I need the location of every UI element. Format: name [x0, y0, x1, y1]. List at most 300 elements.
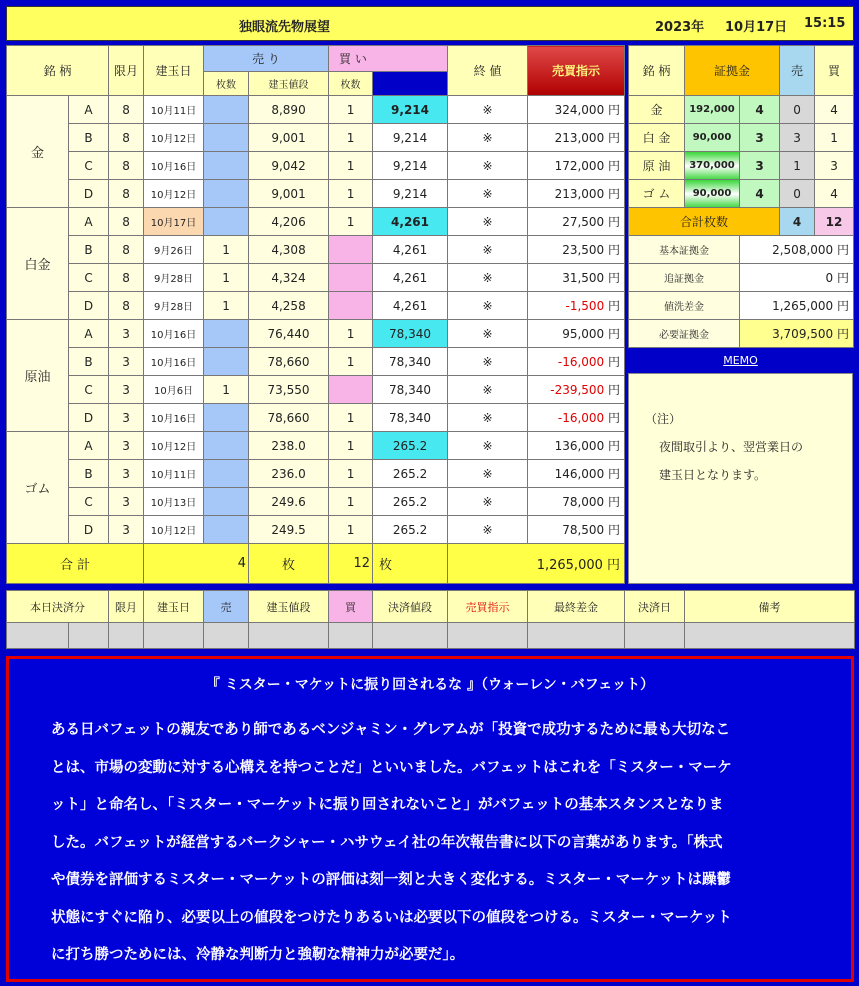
diff-value: -1,500 [565, 299, 605, 313]
month: 8 [109, 292, 144, 320]
settle-cell[interactable] [7, 623, 69, 649]
entry-date: 10月16日 [144, 404, 204, 432]
header-gengetsu: 限月 [109, 46, 144, 96]
instruction-mark: ※ [448, 208, 528, 236]
summary-label: 基本証拠金 [629, 236, 740, 264]
positions-table [6, 45, 625, 584]
entry-price: 4,206 [249, 208, 329, 236]
instruction-mark: ※ [448, 376, 528, 404]
instruction-mark: ※ [448, 264, 528, 292]
settle-cell[interactable] [329, 623, 373, 649]
diff-value: 213,000 [554, 131, 605, 145]
side-count: 4 [740, 96, 780, 124]
diff-cell [528, 348, 625, 376]
side-count: 3 [740, 124, 780, 152]
settle-cell[interactable] [204, 623, 249, 649]
table-row [7, 460, 625, 488]
side-count: 4 [740, 180, 780, 208]
header-sell: 売 り [204, 46, 329, 72]
row-label: C [69, 376, 109, 404]
summary-value: 1,265,000 [772, 299, 834, 313]
sell-count[interactable] [204, 96, 249, 124]
settle-cell[interactable] [373, 623, 448, 649]
instruction-mark: ※ [448, 152, 528, 180]
quote-line: した。バフェットが経営するバークシャー・ハサウェイ社の年次報告書に以下の言葉があります。「株式 [51, 834, 723, 851]
settlement-header-row [7, 591, 855, 623]
buy-count[interactable] [329, 264, 373, 292]
quote-body [51, 712, 813, 975]
instruction-mark: ※ [448, 292, 528, 320]
yen-unit: 円 [608, 159, 621, 173]
settle-cell[interactable] [249, 623, 329, 649]
summary-label: 値洗差金 [629, 292, 740, 320]
settle-cell[interactable] [144, 623, 204, 649]
diff-cell [528, 432, 625, 460]
sell-count[interactable]: 1 [204, 264, 249, 292]
diff-value: 78,000 [562, 495, 605, 509]
entry-price: 8,890 [249, 96, 329, 124]
table-row [7, 152, 625, 180]
month: 8 [109, 264, 144, 292]
instruction-mark: ※ [448, 236, 528, 264]
entry-price: 9,042 [249, 152, 329, 180]
close-price: 265.2 [373, 516, 448, 544]
buy-count[interactable]: 1 [329, 488, 373, 516]
entry-price: 238.0 [249, 432, 329, 460]
side-name: 原 油 [629, 152, 685, 180]
month: 8 [109, 124, 144, 152]
diff-cell [528, 124, 625, 152]
entry-date: 10月11日 [144, 460, 204, 488]
entry-price: 236.0 [249, 460, 329, 488]
close-price: 265.2 [373, 488, 448, 516]
header-year: 2023年 [655, 20, 705, 35]
yen-unit: 円 [608, 411, 621, 425]
total-diff-cell [448, 544, 625, 584]
yen-unit: 円 [608, 523, 621, 537]
sell-count[interactable] [204, 320, 249, 348]
table-row [7, 488, 625, 516]
header-entry-price: 建玉値段 [249, 72, 329, 96]
sell-count[interactable] [204, 488, 249, 516]
close-price: 9,214 [373, 96, 448, 124]
total-label: 合 計 [7, 544, 144, 584]
entry-date: 10月12日 [144, 180, 204, 208]
table-row [7, 180, 625, 208]
entry-date: 10月6日 [144, 376, 204, 404]
row-label: D [69, 516, 109, 544]
row-label: C [69, 152, 109, 180]
yen-unit: 円 [608, 131, 621, 145]
diff-cell [528, 292, 625, 320]
yen-unit: 円 [608, 495, 621, 509]
side-margin: 90,000 [685, 124, 740, 152]
side-sell: 1 [780, 152, 815, 180]
header-sell-count: 枚数 [204, 72, 249, 96]
instruction-mark: ※ [448, 516, 528, 544]
row-label: C [69, 488, 109, 516]
settle-header-sell: 売 [204, 591, 249, 623]
yen-unit: 円 [837, 243, 850, 257]
total-diff: 1,265,000 [536, 558, 603, 573]
close-price: 4,261 [373, 236, 448, 264]
month: 3 [109, 460, 144, 488]
buy-count[interactable]: 1 [329, 432, 373, 460]
diff-value: 78,500 [562, 523, 605, 537]
close-price: 78,340 [373, 376, 448, 404]
row-label: A [69, 432, 109, 460]
entry-price: 4,258 [249, 292, 329, 320]
settle-cell[interactable] [109, 623, 144, 649]
month: 8 [109, 236, 144, 264]
buy-count[interactable]: 1 [329, 404, 373, 432]
close-price: 4,261 [373, 292, 448, 320]
entry-price: 73,550 [249, 376, 329, 404]
header-tategyokubi: 建玉日 [144, 46, 204, 96]
total-buy-unit: 枚 [373, 544, 448, 584]
diff-value: 23,500 [562, 243, 605, 257]
side-row [629, 180, 854, 208]
side-name: ゴ ム [629, 180, 685, 208]
buy-count[interactable]: 1 [329, 96, 373, 124]
diff-value: -16,000 [557, 355, 605, 369]
quote-line: ある日バフェットの親友であり師であるベンジャミン・グレアムが「投資で成功するために最も大切なこ [51, 722, 731, 738]
yen-unit: 円 [608, 467, 621, 481]
side-buy: 4 [815, 96, 854, 124]
buy-count[interactable] [329, 376, 373, 404]
month: 8 [109, 208, 144, 236]
row-label: D [69, 404, 109, 432]
side-sell: 0 [780, 180, 815, 208]
quote-line: 状態にすぐに陥り、必要以上の値段をつけたりあるいは必要以下の値段をつける。ミスター・マーケット [51, 909, 732, 926]
table-row [7, 376, 625, 404]
buy-count[interactable] [329, 236, 373, 264]
sell-count[interactable] [204, 460, 249, 488]
table-row [7, 264, 625, 292]
side-margin: 192,000 [685, 96, 740, 124]
diff-value: -239,500 [550, 383, 605, 397]
diff-cell [528, 460, 625, 488]
sell-count[interactable]: 1 [204, 292, 249, 320]
month: 3 [109, 376, 144, 404]
instruction-mark: ※ [448, 404, 528, 432]
side-count: 3 [740, 152, 780, 180]
entry-price: 78,660 [249, 348, 329, 376]
entry-date: 9月26日 [144, 236, 204, 264]
group-label: 金 [7, 96, 69, 208]
buy-count[interactable]: 1 [329, 152, 373, 180]
entry-date: 10月16日 [144, 348, 204, 376]
month: 3 [109, 488, 144, 516]
close-price: 78,340 [373, 320, 448, 348]
month: 8 [109, 96, 144, 124]
margin-summary-table [628, 45, 854, 348]
summary-value-cell [740, 320, 854, 348]
diff-cell [528, 208, 625, 236]
settle-cell[interactable] [528, 623, 625, 649]
sell-count[interactable]: 1 [204, 236, 249, 264]
instruction-mark: ※ [448, 348, 528, 376]
row-label: C [69, 264, 109, 292]
side-total-row [629, 208, 854, 236]
settle-header-today: 本日決済分 [7, 591, 109, 623]
entry-price: 4,308 [249, 236, 329, 264]
header-time: 15:15 [804, 16, 846, 31]
yen-unit: 円 [608, 327, 621, 341]
sell-count[interactable]: 1 [204, 376, 249, 404]
diff-cell [528, 264, 625, 292]
table-row [7, 124, 625, 152]
trade-instruction-button[interactable]: 売買指示 [528, 46, 625, 96]
diff-value: 324,000 [554, 103, 605, 117]
settle-header-final-diff: 最終差金 [528, 591, 625, 623]
memo-link[interactable]: MEMO [628, 348, 853, 373]
header-date: 10月17日 [725, 20, 788, 35]
side-header-buy: 買 [815, 46, 854, 96]
header-buy-count: 枚数 [329, 72, 373, 96]
table-row [7, 516, 625, 544]
diff-cell [528, 404, 625, 432]
table-row [7, 236, 625, 264]
settle-header-settle-date: 決済日 [625, 591, 685, 623]
quote-line: や債券を評価するミスター・マーケットの評価は刻一刻と大きく変化する。ミスター・マーケットは躁鬱 [51, 872, 732, 888]
side-buy: 3 [815, 152, 854, 180]
settle-cell[interactable] [448, 623, 528, 649]
side-total-sell: 4 [780, 208, 815, 236]
sell-count[interactable] [204, 124, 249, 152]
summary-row [629, 236, 854, 264]
yen-unit: 円 [608, 383, 621, 397]
close-price: 78,340 [373, 348, 448, 376]
instruction-mark: ※ [448, 432, 528, 460]
summary-value: 2,508,000 [772, 243, 834, 257]
yen-unit: 円 [837, 327, 850, 341]
row-label: D [69, 180, 109, 208]
close-price: 9,214 [373, 124, 448, 152]
settle-header-entry-date: 建玉日 [144, 591, 204, 623]
instruction-mark: ※ [448, 488, 528, 516]
memo-box [628, 373, 853, 584]
yen-unit: 円 [837, 271, 850, 285]
diff-cell [528, 516, 625, 544]
row-label: B [69, 124, 109, 152]
group-label: ゴム [7, 432, 69, 544]
side-row [629, 124, 854, 152]
side-row [629, 96, 854, 124]
entry-date: 10月16日 [144, 320, 204, 348]
yen-unit: 円 [608, 187, 621, 201]
entry-price: 9,001 [249, 180, 329, 208]
buy-count[interactable]: 1 [329, 460, 373, 488]
sell-count[interactable] [204, 208, 249, 236]
sell-count[interactable] [204, 432, 249, 460]
diff-value: 95,000 [562, 327, 605, 341]
table-row [7, 404, 625, 432]
yen-unit: 円 [608, 243, 621, 257]
entry-date: 10月17日 [144, 208, 204, 236]
side-margin: 370,000 [685, 152, 740, 180]
entry-date: 10月12日 [144, 432, 204, 460]
row-label: B [69, 348, 109, 376]
close-price: 265.2 [373, 432, 448, 460]
app-title: 独眼流先物展望 [239, 20, 331, 35]
diff-value: 27,500 [562, 215, 605, 229]
table-row [7, 432, 625, 460]
quote-line: とは、市場の変動に対する心構えを持つことだ」といいました。バフェットはこれを「ミスター・マーケ [51, 759, 732, 776]
total-sell-count: 4 [144, 544, 249, 584]
diff-cell [528, 320, 625, 348]
diff-cell [528, 236, 625, 264]
diff-value: 146,000 [554, 467, 605, 481]
close-price: 4,261 [373, 208, 448, 236]
yen-unit: 円 [608, 215, 621, 229]
entry-price: 4,324 [249, 264, 329, 292]
header-buy: 買 い [329, 46, 448, 72]
yen-unit: 円 [608, 439, 621, 453]
settle-header-entry-price: 建玉値段 [249, 591, 329, 623]
settle-header-buy: 買 [329, 591, 373, 623]
entry-price: 249.5 [249, 516, 329, 544]
quote-line: に打ち勝つためには、冷静な判断力と強靭な精神力が必要だ」。 [51, 947, 465, 963]
side-buy: 4 [815, 180, 854, 208]
settle-cell[interactable] [69, 623, 109, 649]
yen-unit: 円 [608, 271, 621, 285]
side-margin: 90,000 [685, 180, 740, 208]
total-sell-unit: 枚 [249, 544, 329, 584]
table-row [7, 208, 625, 236]
entry-price: 9,001 [249, 124, 329, 152]
sell-count[interactable] [204, 348, 249, 376]
summary-row [629, 292, 854, 320]
summary-value: 0 [825, 271, 834, 285]
side-header-sell: 売 [780, 46, 815, 96]
month: 3 [109, 404, 144, 432]
yen-unit: 円 [608, 103, 621, 117]
side-total-buy: 12 [815, 208, 854, 236]
settle-cell[interactable] [625, 623, 685, 649]
row-label: D [69, 292, 109, 320]
header-meigara: 銘 柄 [7, 46, 109, 96]
sell-count[interactable] [204, 516, 249, 544]
summary-row [629, 264, 854, 292]
instruction-mark: ※ [448, 124, 528, 152]
buy-count[interactable]: 1 [329, 208, 373, 236]
side-buy: 1 [815, 124, 854, 152]
month: 8 [109, 152, 144, 180]
table-row [7, 292, 625, 320]
title-bar [6, 6, 854, 41]
settle-header-instruction: 売買指示 [448, 591, 528, 623]
side-header-meigara: 銘 柄 [629, 46, 685, 96]
instruction-mark: ※ [448, 96, 528, 124]
summary-value-cell [740, 292, 854, 320]
diff-value: -16,000 [557, 411, 605, 425]
buy-count[interactable]: 1 [329, 320, 373, 348]
summary-row [629, 320, 854, 348]
diff-value: 31,500 [562, 271, 605, 285]
quote-title: 『 ミスター・マケットに振り回されるな 』（ウォーレン・バフェット） [205, 677, 655, 693]
diff-cell [528, 488, 625, 516]
entry-price: 78,660 [249, 404, 329, 432]
row-label: B [69, 460, 109, 488]
memo-line: 夜間取引より、翌営業日の [659, 440, 804, 454]
diff-cell [528, 152, 625, 180]
summary-label: 必要証拠金 [629, 320, 740, 348]
yen-unit: 円 [608, 299, 621, 313]
diff-value: 213,000 [554, 187, 605, 201]
total-row [7, 544, 625, 584]
sell-count[interactable] [204, 152, 249, 180]
memo-line: （注） [645, 412, 682, 426]
yen-unit: 円 [837, 299, 850, 313]
diff-value: 172,000 [554, 159, 605, 173]
side-row [629, 152, 854, 180]
settle-cell[interactable] [685, 623, 855, 649]
entry-date: 9月28日 [144, 292, 204, 320]
table-row [7, 320, 625, 348]
month: 3 [109, 516, 144, 544]
settlement-empty-row [7, 623, 855, 649]
diff-cell [528, 376, 625, 404]
side-sell: 3 [780, 124, 815, 152]
instruction-mark: ※ [448, 460, 528, 488]
group-label: 白金 [7, 208, 69, 320]
sell-count[interactable] [204, 180, 249, 208]
buy-count[interactable]: 1 [329, 124, 373, 152]
quote-line: ット」と命名し、「ミスター・マーケットに振り回されないこと」がバフェットの基本スタンスとなりま [51, 797, 724, 813]
side-name: 白 金 [629, 124, 685, 152]
settle-header-settle-price: 決済値段 [373, 591, 448, 623]
close-price: 9,214 [373, 180, 448, 208]
close-price: 78,340 [373, 404, 448, 432]
diff-value: 136,000 [554, 439, 605, 453]
buy-count[interactable]: 1 [329, 348, 373, 376]
buy-count[interactable]: 1 [329, 180, 373, 208]
month: 3 [109, 348, 144, 376]
quote-box [6, 656, 854, 982]
summary-value: 3,709,500 [772, 327, 834, 341]
entry-date: 10月13日 [144, 488, 204, 516]
buy-count[interactable] [329, 292, 373, 320]
group-label: 原油 [7, 320, 69, 432]
month: 3 [109, 432, 144, 460]
table-row [7, 96, 625, 124]
diff-cell [528, 96, 625, 124]
buy-count[interactable]: 1 [329, 516, 373, 544]
table-row [7, 348, 625, 376]
summary-value-cell [740, 264, 854, 292]
entry-date: 9月28日 [144, 264, 204, 292]
entry-date: 10月11日 [144, 96, 204, 124]
instruction-mark: ※ [448, 320, 528, 348]
close-price: 4,261 [373, 264, 448, 292]
sell-count[interactable] [204, 404, 249, 432]
yen-unit: 円 [608, 355, 621, 369]
summary-label: 追証拠金 [629, 264, 740, 292]
side-sell: 0 [780, 96, 815, 124]
entry-price: 249.6 [249, 488, 329, 516]
summary-value-cell [740, 236, 854, 264]
month: 8 [109, 180, 144, 208]
row-label: A [69, 320, 109, 348]
entry-date: 10月12日 [144, 516, 204, 544]
side-header-margin: 証拠金 [685, 46, 780, 96]
month: 3 [109, 320, 144, 348]
entry-price: 76,440 [249, 320, 329, 348]
side-name: 金 [629, 96, 685, 124]
row-label: B [69, 236, 109, 264]
settle-header-notes: 備考 [685, 591, 855, 623]
